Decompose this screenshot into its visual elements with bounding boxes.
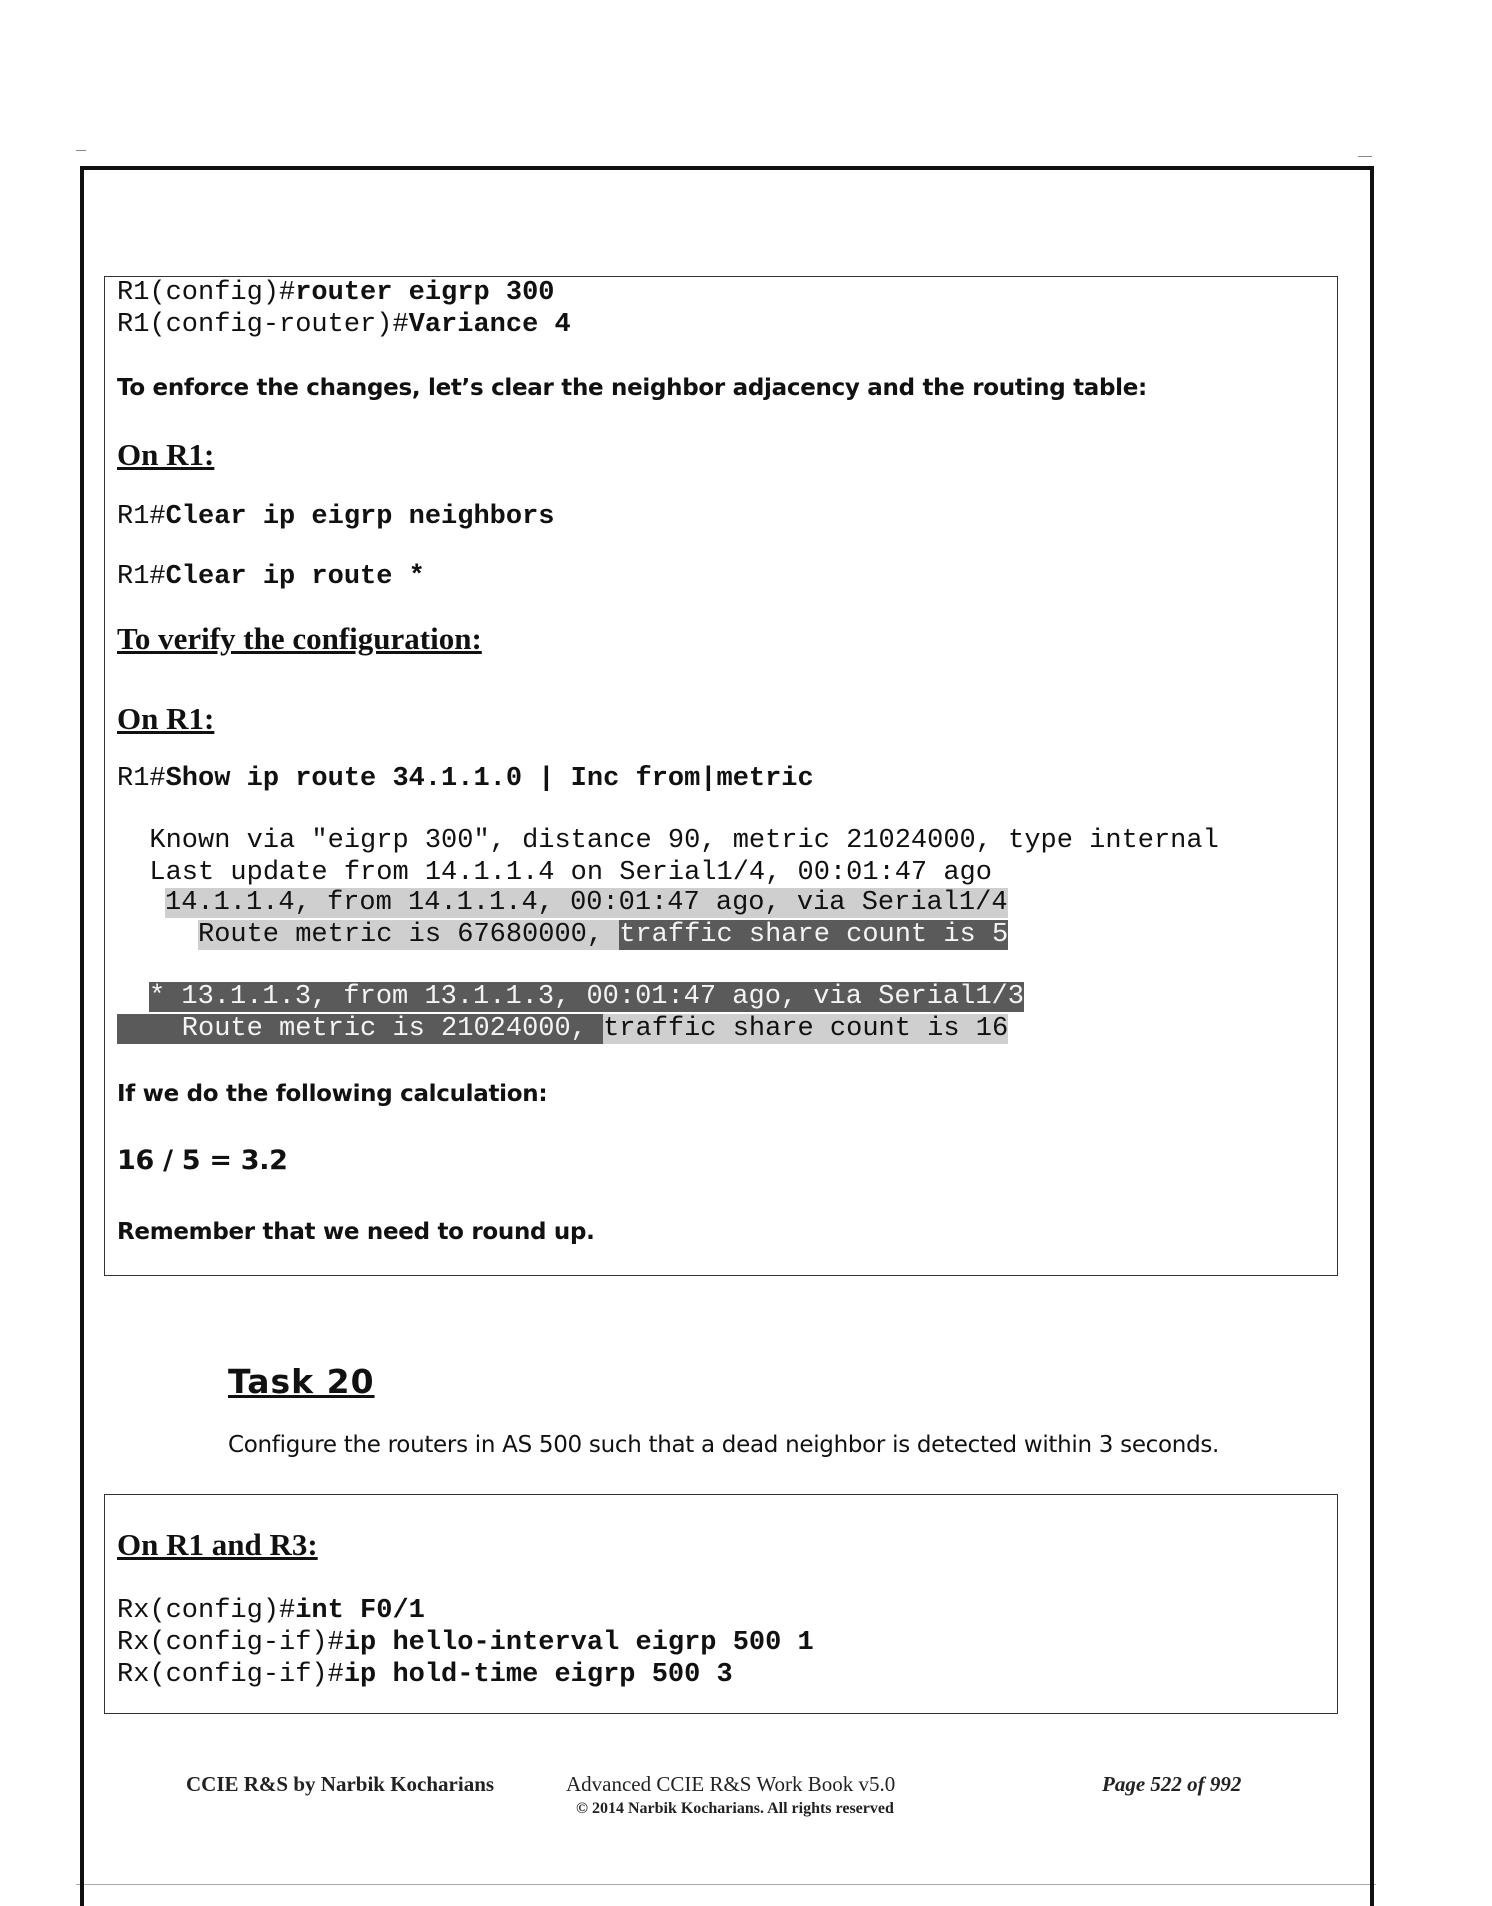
cmd-clear-route: R1#Clear ip route * — [117, 562, 425, 592]
task-title: Task 20 — [228, 1362, 375, 1401]
calc-result: 16 / 5 = 3.2 — [117, 1145, 288, 1176]
cmd-variance: R1(config-router)#Variance 4 — [117, 310, 571, 340]
scan-mark-right — [1358, 156, 1372, 157]
footer-copyright: © 2014 Narbik Kocharians. All rights reserved — [576, 1800, 894, 1817]
cmd-hold-time: Rx(config-if)#ip hold-time eigrp 500 3 — [117, 1660, 733, 1690]
round-note: Remember that we need to round up. — [117, 1219, 595, 1245]
cmd-int-f01: Rx(config)#int F0/1 — [117, 1596, 425, 1626]
on-r1-heading-2: On R1: — [117, 701, 215, 736]
output-route-entry-1: 14.1.1.4, from 14.1.1.4, 00:01:47 ago, via Serial1/4 — [165, 888, 1008, 918]
output-last-update: Last update from 14.1.1.4 on Serial1/4, 00:01:47 ago — [117, 858, 992, 888]
cmd-hello-interval: Rx(config-if)#ip hello-interval eigrp 500 1 — [117, 1628, 814, 1658]
output-metric-2: Route metric is 21024000, traffic share count is 16 — [117, 1014, 1009, 1044]
footer-author: CCIE R&S by Narbik Kocharians — [186, 1772, 495, 1796]
config-box-variance — [104, 276, 1338, 1276]
cmd-router-eigrp: R1(config)#router eigrp 300 — [117, 278, 555, 308]
scan-mark-left — [76, 150, 86, 151]
verify-heading: To verify the configuration: — [117, 621, 482, 656]
footer-page-number: Page 522 of 992 — [1102, 1772, 1242, 1796]
calc-intro: If we do the following calculation: — [117, 1081, 548, 1107]
enforce-text: To enforce the changes, let’s clear the neighbor adjacency and the routing table: — [117, 375, 1147, 401]
on-r1-r3-heading: On R1 and R3: — [117, 1527, 318, 1562]
output-known-via: Known via "eigrp 300", distance 90, metric 21024000, type internal — [117, 826, 1219, 856]
output-route-entry-2: * 13.1.1.3, from 13.1.1.3, 00:01:47 ago, via Serial1/3 — [149, 982, 1024, 1012]
cmd-show-ip-route: R1#Show ip route 34.1.1.0 | Inc from|metric — [117, 764, 814, 794]
task-description: Configure the routers in AS 500 such that a dead neighbor is detected within 3 seconds. — [228, 1432, 1220, 1458]
cmd-clear-neighbors: R1#Clear ip eigrp neighbors — [117, 502, 555, 532]
output-metric-1: Route metric is 67680000, traffic share count is 5 — [198, 920, 1009, 950]
on-r1-heading: On R1: — [117, 437, 215, 472]
footer-book-title: Advanced CCIE R&S Work Book v5.0 — [566, 1772, 896, 1796]
config-box-hello-hold — [104, 1494, 1338, 1714]
